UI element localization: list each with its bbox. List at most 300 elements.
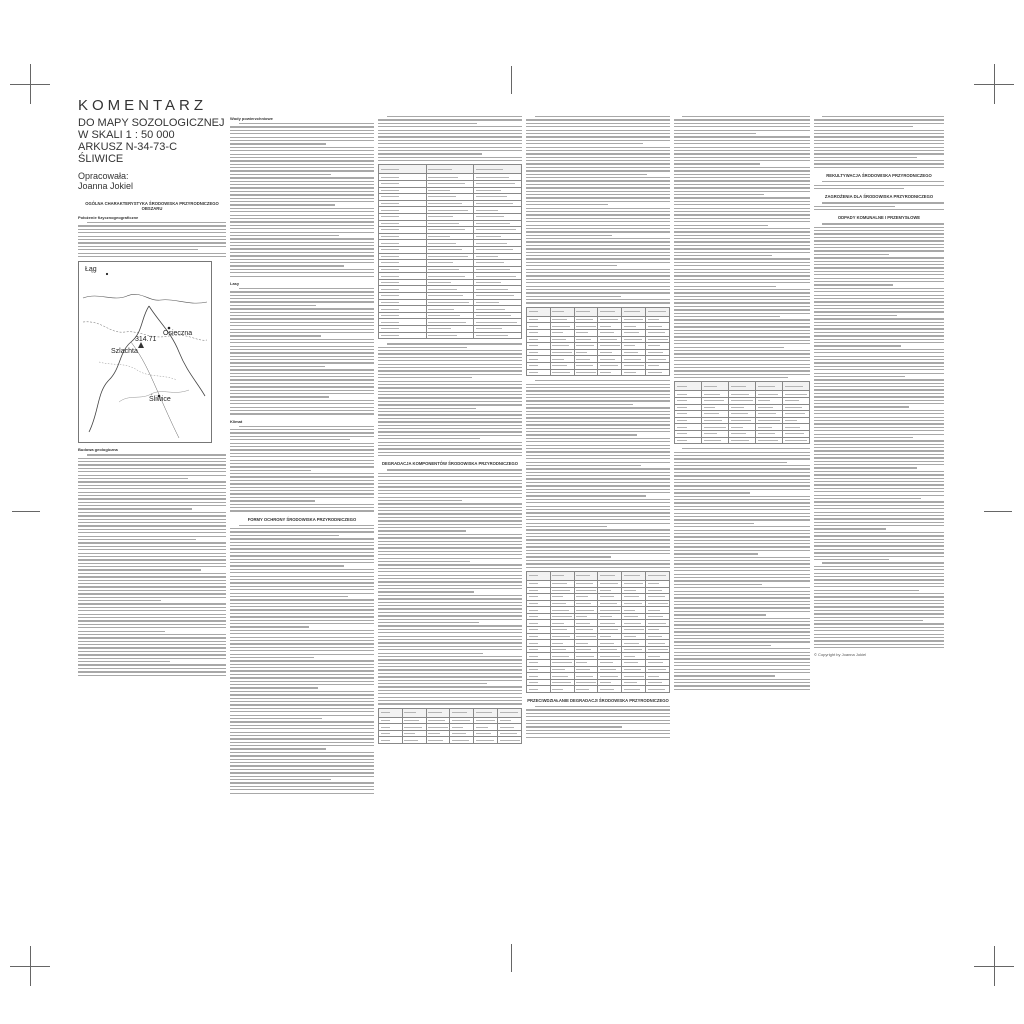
text-line: [78, 566, 226, 567]
text-line: [814, 119, 944, 120]
text-line: [78, 508, 192, 509]
table-cell: [426, 180, 474, 187]
text-line: [526, 286, 670, 287]
text-line: [230, 154, 374, 155]
table-cell: [574, 607, 598, 614]
text-line: [78, 658, 226, 659]
table-cell: [379, 730, 403, 737]
text-line: [535, 380, 670, 381]
text-line: [526, 417, 670, 418]
text-line: [378, 703, 522, 704]
text-line: [674, 628, 810, 629]
text-line: [674, 313, 810, 314]
table-cell: [646, 679, 670, 686]
text-line: [230, 449, 374, 450]
cell-text: [624, 603, 642, 604]
text-line: [674, 489, 810, 490]
text-line: [674, 675, 775, 676]
text-line: [230, 786, 374, 787]
text-line: [814, 366, 944, 367]
table-cell: [598, 666, 622, 673]
cell-text: [600, 311, 615, 312]
text-line: [230, 413, 374, 414]
text-line: [822, 181, 944, 182]
table-cell: [474, 227, 522, 234]
text-line: [674, 367, 810, 368]
text-line: [378, 530, 466, 531]
cell-text: [600, 365, 618, 366]
text-block: [230, 426, 374, 512]
text-line: [378, 370, 522, 371]
text-line: [78, 573, 226, 574]
text-line: [674, 245, 810, 246]
table-cell: [527, 316, 551, 323]
text-line: [230, 291, 374, 292]
text-line: [378, 431, 522, 432]
cell-text: [600, 603, 617, 604]
cell-text: [600, 596, 614, 597]
cell-text: [576, 623, 590, 624]
text-line: [78, 229, 226, 230]
table-cell: [756, 397, 783, 404]
text-line: [674, 204, 810, 205]
text-line: [230, 410, 374, 411]
column-1: [78, 92, 226, 922]
text-line: [814, 254, 889, 255]
text-line: [378, 544, 522, 545]
text-line: [674, 462, 787, 463]
text-line: [674, 174, 810, 175]
text-line: [526, 197, 670, 198]
text-line: [230, 137, 374, 138]
cell-text: [381, 289, 400, 290]
cell-text: [381, 177, 400, 178]
table-cell: [474, 717, 498, 724]
cell-text: [476, 720, 496, 721]
table-row: [379, 207, 522, 214]
table-cell: [646, 349, 670, 356]
text-line: [814, 349, 944, 350]
text-line: [78, 471, 226, 472]
table-cell: [527, 679, 551, 686]
text-line: [526, 160, 670, 161]
text-line: [230, 613, 374, 614]
table-row: [675, 437, 810, 444]
table-row: [527, 571, 670, 580]
table-cell: [702, 411, 729, 418]
text-line: [230, 687, 318, 688]
text-line: [674, 638, 810, 639]
text-line: [526, 733, 670, 734]
text-line: [230, 211, 374, 212]
text-line: [378, 374, 522, 375]
text-line: [230, 589, 374, 590]
table-cell: [574, 640, 598, 647]
text-line: [814, 512, 944, 513]
text-line: [230, 759, 374, 760]
text-line: [674, 353, 810, 354]
text-line: [526, 523, 670, 524]
text-line: [674, 143, 810, 144]
table-row: [675, 391, 810, 398]
text-line: [230, 728, 374, 729]
cell-text: [428, 289, 456, 290]
cell-text: [529, 656, 538, 657]
text-line: [674, 279, 810, 280]
text-line: [230, 507, 374, 508]
cell-text: [576, 682, 596, 683]
cell-text: [624, 676, 644, 677]
text-line: [230, 373, 374, 374]
cell-text: [381, 335, 400, 336]
cell-text: [552, 352, 571, 353]
text-line: [378, 690, 522, 691]
table-cell: [783, 397, 810, 404]
table-cell: [550, 323, 574, 330]
table-cell: [550, 600, 574, 607]
text-line: [239, 525, 374, 526]
text-line: [814, 143, 944, 144]
table-cell: [474, 187, 522, 194]
text-line: [526, 411, 670, 412]
text-line: [526, 533, 670, 534]
text-line: [814, 250, 944, 251]
text-line: [526, 455, 670, 456]
text-line: [78, 644, 226, 645]
text-line: [78, 532, 226, 533]
text-line: [814, 126, 913, 127]
cell-text: [552, 682, 570, 683]
cell-text: [648, 649, 668, 650]
table-cell: [598, 673, 622, 680]
cell-text: [648, 636, 662, 637]
cell-text: [476, 309, 505, 310]
cell-text: [476, 183, 516, 184]
text-line: [230, 487, 374, 488]
text-line: [378, 646, 522, 647]
text-line: [378, 520, 522, 521]
text-line: [526, 184, 670, 185]
text-line: [230, 359, 374, 360]
cell-text: [476, 249, 513, 250]
table-cell: [379, 240, 427, 247]
text-line: [230, 322, 374, 323]
text-line: [526, 495, 646, 496]
text-line: [230, 191, 374, 192]
cell-text: [552, 676, 567, 677]
table-row: [527, 307, 670, 316]
table-cell: [729, 411, 756, 418]
text-line: [230, 470, 311, 471]
cell-text: [624, 656, 635, 657]
table-cell: [598, 613, 622, 620]
text-line: [526, 441, 670, 442]
table-cell: [783, 437, 810, 444]
text-line: [814, 281, 944, 282]
text-line: [814, 596, 944, 597]
table-cell: [527, 356, 551, 363]
table-cell: [756, 411, 783, 418]
table-cell: [646, 594, 670, 601]
text-line: [526, 218, 670, 219]
table-cell: [622, 633, 646, 640]
table-cell: [474, 220, 522, 227]
table-cell: [550, 336, 574, 343]
cell-text: [476, 223, 510, 224]
text-line: [674, 228, 810, 229]
text-line: [526, 407, 670, 408]
table-cell: [426, 724, 450, 731]
text-line: [378, 360, 522, 361]
cell-text: [552, 662, 572, 663]
table-cell: [379, 207, 427, 214]
cell-text: [381, 262, 400, 263]
table-cell: [702, 437, 729, 444]
cell-text: [529, 590, 538, 591]
text-line: [378, 452, 522, 453]
table-cell: [598, 587, 622, 594]
text-line: [378, 527, 522, 528]
table-cell: [550, 343, 574, 350]
text-line: [526, 214, 670, 215]
cell-text: [428, 712, 441, 713]
text-line: [526, 258, 670, 259]
text-line: [378, 591, 474, 592]
cell-text: [381, 190, 400, 191]
text-line: [674, 570, 810, 571]
table-row: [379, 240, 522, 247]
table-cell: [527, 600, 551, 607]
cell-text: [648, 372, 662, 373]
table-cell: [598, 620, 622, 627]
text-line: [378, 483, 522, 484]
table-cell: [598, 633, 622, 640]
table-cell: [550, 329, 574, 336]
cell-text: [600, 676, 618, 677]
text-line: [814, 233, 944, 234]
table-cell: [598, 679, 622, 686]
text-line: [78, 236, 226, 237]
text-line: [378, 683, 487, 684]
subsection-climate: Klimat: [230, 418, 243, 424]
text-line: [230, 637, 374, 638]
cell-text: [428, 236, 450, 237]
text-line: [230, 259, 374, 260]
cell-text: [704, 413, 719, 414]
text-line: [526, 516, 670, 517]
text-line: [230, 242, 374, 243]
crop-mark-br-v: [994, 946, 995, 986]
table-cell: [474, 326, 522, 333]
table-cell: [574, 323, 598, 330]
table-cell: [426, 273, 474, 280]
text-line: [78, 492, 226, 493]
table-cell: [574, 336, 598, 343]
table-cell: [574, 587, 598, 594]
text-line: [674, 177, 810, 178]
text-line: [230, 725, 374, 726]
text-line: [230, 677, 374, 678]
text-line: [814, 637, 944, 638]
text-line: [674, 214, 810, 215]
text-line: [674, 374, 810, 375]
copyright-note: © Copyright by Joanna Jokiel: [814, 652, 867, 658]
text-line: [230, 599, 374, 600]
table-cell: [402, 730, 426, 737]
table-cell: [646, 571, 670, 580]
text-line: [230, 559, 374, 560]
table-cell: [426, 233, 474, 240]
table-cell: [646, 627, 670, 634]
cell-text: [648, 345, 661, 346]
text-line: [230, 215, 374, 216]
text-line: [814, 417, 944, 418]
table-cell: [756, 430, 783, 437]
table-cell: [702, 417, 729, 424]
table-cell: [756, 391, 783, 398]
text-line: [674, 241, 810, 242]
table-cell: [550, 627, 574, 634]
text-line: [230, 670, 374, 671]
table-row: [527, 686, 670, 693]
cell-text: [648, 311, 666, 312]
text-line: [814, 566, 944, 567]
text-block: [526, 380, 670, 568]
text-line: [526, 726, 622, 727]
text-line: [814, 163, 944, 164]
table-cell: [550, 369, 574, 376]
text-line: [526, 492, 670, 493]
cell-text: [624, 575, 641, 576]
text-line: [674, 669, 810, 670]
text-line: [814, 342, 944, 343]
cell-text: [648, 583, 659, 584]
text-line: [78, 522, 226, 523]
cell-text: [404, 727, 422, 728]
text-line: [230, 480, 374, 481]
text-line: [814, 505, 944, 506]
text-line: [378, 581, 522, 582]
text-line: [378, 642, 522, 643]
text-line: [814, 298, 944, 299]
table-cell: [426, 253, 474, 260]
text-line: [378, 473, 522, 474]
text-line: [814, 539, 944, 540]
cell-text: [677, 440, 687, 441]
table-emissions: [526, 307, 670, 376]
text-line: [78, 225, 226, 226]
text-line: [526, 499, 670, 500]
cell-text: [452, 733, 466, 734]
table-cell: [622, 580, 646, 587]
cell-text: [576, 662, 587, 663]
text-line: [674, 306, 810, 307]
cell-text: [428, 223, 459, 224]
text-line: [814, 525, 944, 526]
table-cell: [550, 620, 574, 627]
table-cell: [550, 607, 574, 614]
text-line: [78, 647, 226, 648]
text-line: [78, 600, 161, 601]
text-line: [230, 407, 374, 408]
cell-text: [785, 407, 802, 408]
text-line: [674, 506, 810, 507]
text-line: [230, 130, 374, 131]
text-line: [378, 632, 522, 633]
text-line: [230, 701, 374, 702]
text-line: [814, 484, 944, 485]
cell-text: [576, 339, 591, 340]
text-line: [526, 279, 670, 280]
text-line: [378, 150, 522, 151]
table-cell: [622, 329, 646, 336]
cell-text: [476, 727, 488, 728]
table-cell: [675, 430, 702, 437]
text-line: [230, 157, 374, 158]
table-cell: [498, 737, 522, 744]
text-line: [526, 451, 670, 452]
text-line: [378, 676, 522, 677]
cell-text: [404, 720, 419, 721]
cell-text: [731, 433, 747, 434]
text-line: [822, 202, 944, 203]
text-line: [378, 659, 522, 660]
text-line: [78, 651, 226, 652]
cell-text: [600, 319, 618, 320]
cell-text: [624, 629, 644, 630]
text-line: [674, 523, 754, 524]
text-line: [526, 157, 670, 158]
table-wells: [674, 381, 810, 444]
cell-text: [600, 636, 611, 637]
cell-text: [552, 590, 570, 591]
text-line: [814, 383, 944, 384]
table-row: [379, 220, 522, 227]
text-line: [814, 603, 944, 604]
text-line: [230, 542, 374, 543]
text-line: [526, 225, 670, 226]
cell-text: [648, 669, 667, 670]
text-line: [814, 153, 944, 154]
text-line: [814, 434, 944, 435]
text-line: [674, 170, 810, 171]
cell-text: [704, 400, 724, 401]
table-cell: [527, 607, 551, 614]
text-line: [230, 691, 374, 692]
text-line: [526, 180, 670, 181]
text-line: [526, 241, 670, 242]
text-line: [378, 126, 522, 127]
text-line: [814, 586, 944, 587]
cell-text: [476, 196, 507, 197]
table-cell: [450, 717, 474, 724]
table-cell: [646, 356, 670, 363]
cell-text: [428, 276, 465, 277]
table-cell: [474, 207, 522, 214]
text-line: [378, 537, 522, 538]
map-label-left: Szlachta: [111, 348, 138, 356]
text-line: [814, 359, 944, 360]
cell-text: [428, 733, 440, 734]
text-line: [378, 391, 522, 392]
text-line: [378, 680, 522, 681]
table-cell: [550, 646, 574, 653]
table-cell: [550, 679, 574, 686]
table-cell: [622, 686, 646, 693]
text-line: [674, 485, 810, 486]
text-line: [674, 316, 780, 317]
text-line: [814, 335, 944, 336]
